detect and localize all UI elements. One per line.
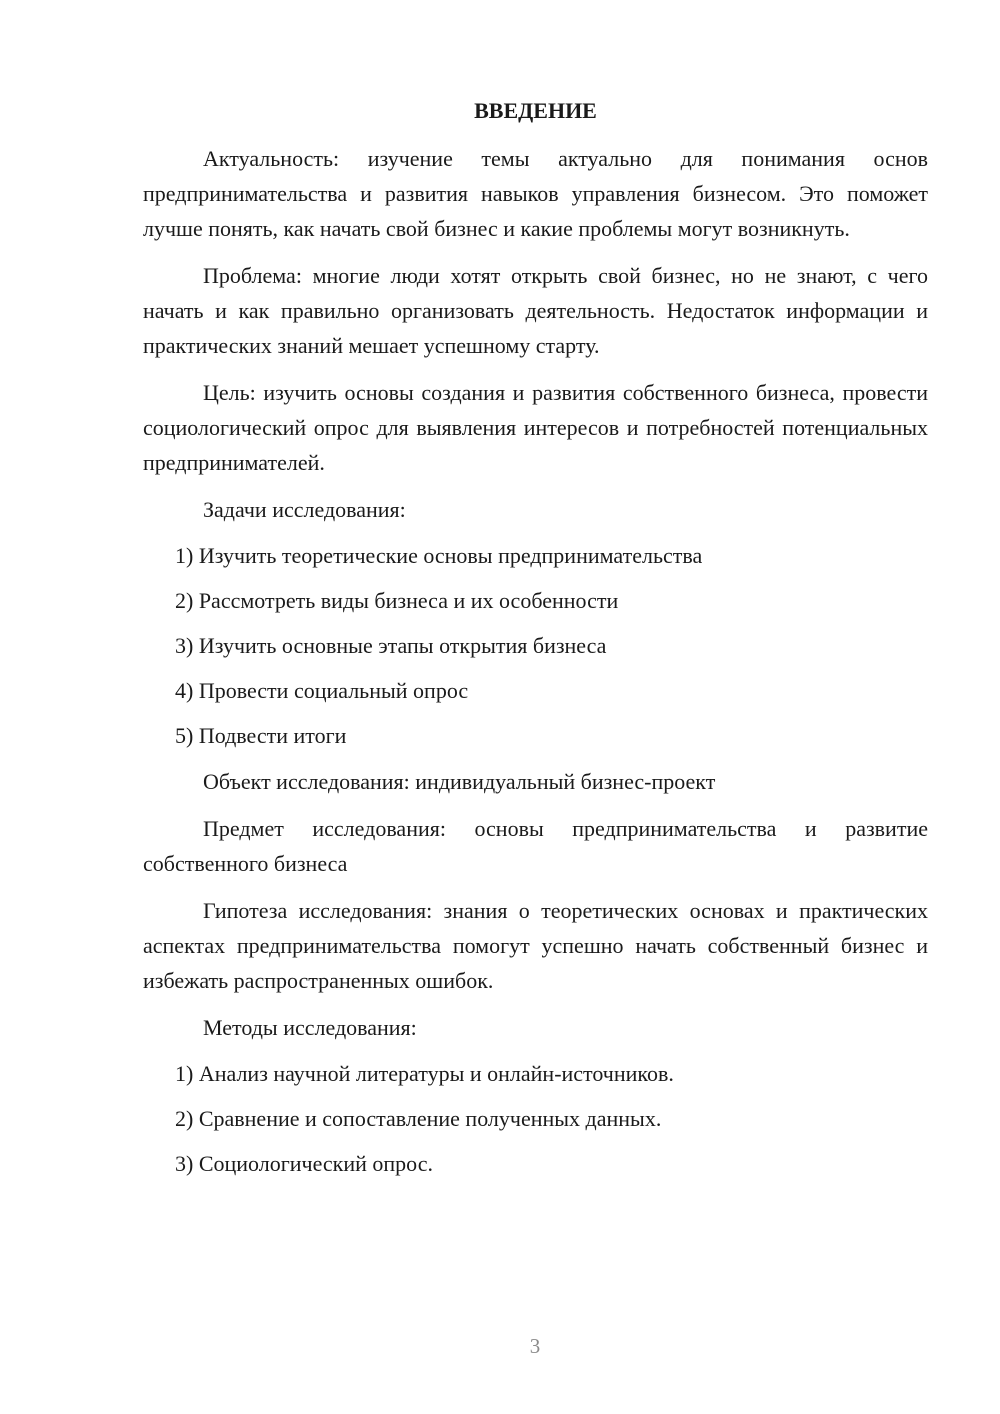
hypothesis-paragraph: Гипотеза исследования: знания о теоретических основах и практических аспектах предпринимательства помогут успешно начать собственный бизнес и избежать распространенных ошибок.	[143, 898, 928, 993]
page-content	[143, 96, 928, 1192]
subject-paragraph: Предмет исследования: основы предпринимательства и развитие собственного бизнеса	[143, 816, 928, 876]
list-item: 1) Анализ научной литературы и онлайн-источников.	[175, 1061, 674, 1086]
list-item: 5) Подвести итоги	[175, 723, 347, 748]
page-title: ВВЕДЕНИЕ	[474, 98, 597, 123]
page-number: 3	[529, 1334, 541, 1358]
methods-list	[143, 1056, 928, 1181]
list-item: 3) Изучить основные этапы открытия бизнеса	[175, 633, 607, 658]
object-paragraph: Объект исследования: индивидуальный бизнес-проект	[203, 769, 716, 794]
list-item: 1) Изучить теоретические основы предпринимательства	[175, 543, 703, 568]
goal-paragraph: Цель: изучить основы создания и развития собственного бизнеса, провести социологический опрос для выявления интересов и потребностей потенциальных предпринимателей.	[143, 380, 928, 475]
tasks-heading: Задачи исследования:	[203, 497, 406, 522]
list-item: 4) Провести социальный опрос	[175, 678, 469, 703]
list-item: 2) Сравнение и сопоставление полученных данных.	[175, 1106, 662, 1131]
relevance-paragraph: Актуальность: изучение темы актуально для понимания основ предпринимательства и развития навыков управления бизнесом. Это поможет лучше понять, как начать свой бизнес и какие проблемы могут возникнуть.	[143, 146, 928, 241]
tasks-list	[143, 538, 928, 753]
problem-paragraph: Проблема: многие люди хотят открыть свой бизнес, но не знают, с чего начать и как правильно организовать деятельность. Недостаток информации и практических знаний мешает успешному старту.	[143, 263, 928, 358]
methods-heading: Методы исследования:	[203, 1015, 417, 1040]
list-item: 3) Социологический опрос.	[175, 1151, 433, 1176]
list-item: 2) Рассмотреть виды бизнеса и их особенности	[175, 588, 619, 613]
